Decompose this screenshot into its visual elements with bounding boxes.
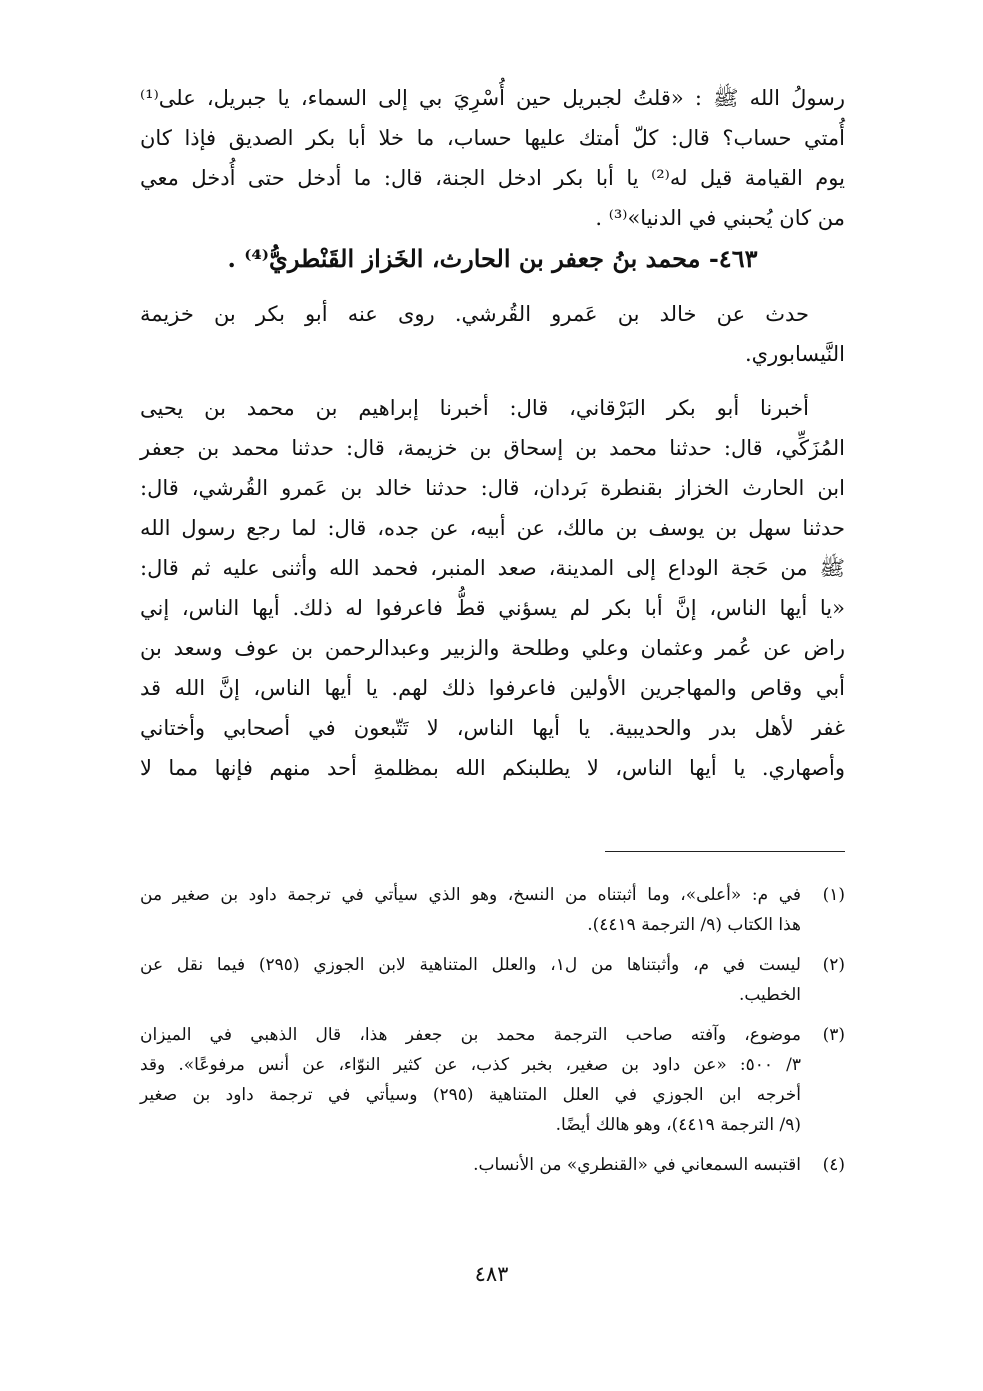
footnote-line: (٩/ الترجمة ٤٤١٩)، وهو هالك أيضًا. bbox=[555, 1115, 801, 1135]
footnote-line: ليست في م، وأثبتناها من ل١، والعلل المتناهية لابن الجوزي (٢٩٥) فيما نقل عن bbox=[140, 955, 801, 975]
text-line: أخبرنا أبو بكر البَرْقاني، قال: أخبرنا إبراهيم بن محمد بن يحيى bbox=[140, 396, 809, 420]
footnote-4 bbox=[140, 1150, 845, 1180]
footnote-line: الخطيب. bbox=[738, 985, 801, 1005]
footnote-text bbox=[140, 1020, 801, 1140]
footnotes bbox=[140, 880, 845, 1190]
footnote-text bbox=[140, 880, 801, 940]
text-line: راض عن عُمر وعثمان وعلي وطلحة والزبير وعبدالرحمن بن عوف وسعد بن bbox=[140, 636, 845, 660]
text-line: المُزَكِّي، قال: حدثنا محمد بن إسحاق بن خزيمة، قال: حدثنا محمد بن جعفر bbox=[140, 436, 845, 460]
page-number: ٤٨٣ bbox=[474, 1262, 509, 1286]
entry-paragraph-2 bbox=[140, 388, 845, 788]
intro-paragraph bbox=[140, 78, 845, 238]
text-line: حدث عن خالد بن عَمرو القُرشي. روى عنه أبو بكر بن خزيمة bbox=[140, 302, 809, 326]
footnote-line: أخرجه ابن الجوزي في العلل المتناهية (٢٩٥) وسيأتي في ترجمة داود بن صغير bbox=[140, 1085, 801, 1105]
text-line: يوم القيامة قيل له⁽²⁾ يا أبا بكر ادخل الجنة، قال: ما أدخل حتى أُدخل معي bbox=[140, 166, 845, 190]
footnote-line: في م: «أعلى»، وما أثبتناه من النسخ، وهو الذي سيأتي في ترجمة داود بن صغير من bbox=[140, 885, 801, 905]
footnote-text bbox=[140, 950, 801, 1010]
footnote-number: (١) bbox=[822, 885, 845, 905]
footnote-2 bbox=[140, 950, 845, 1010]
footnote-line: هذا الكتاب (٩/ الترجمة ٤٤١٩). bbox=[587, 915, 801, 935]
text-line: أُمتي حساب؟ قال: كلّ أمتك عليها حساب، ما خلا أبا بكر الصديق فإذا كان bbox=[140, 126, 845, 150]
entry-heading: ٤٦٣- محمد بنُ جعفر بن الحارث، الخَزاز القَنْطريُّ⁽⁴⁾ . bbox=[227, 244, 758, 273]
text-line: ﷺ من حَجة الوداع إلى المدينة، صعد المنبر، فحمد الله وأثنى عليه ثم قال: bbox=[140, 556, 845, 580]
footnote-line: ٣/ ٥٠٠: «عن داود بن صغير، بخبر كذب، عن كثير النوّاء، عن أنس مرفوعًا». وقد bbox=[140, 1055, 801, 1075]
footnote-text bbox=[140, 1150, 801, 1180]
text-line: أبي وقاص والمهاجرين الأولين فاعرفوا ذلك لهم. يا أيها الناس، إنَّ الله قد bbox=[140, 676, 845, 700]
text-line: وأصهاري. يا أيها الناس، لا يطلبنكم الله بمظلمةِ أحد منهم فإنها مما لا bbox=[140, 756, 845, 780]
text-line: ابن الحارث الخزاز بقنطرة بَردان، قال: حدثنا خالد بن عَمرو القُرشي، قال: bbox=[140, 476, 845, 500]
text-line: غفر لأهل بدر والحديبية. يا أيها الناس، لا تَتّبعون في أصحابي وأختاني bbox=[140, 716, 845, 740]
text-line: رسولُ الله ﷺ : «قلتُ لجبريل حين أُسْرِيَ بي إلى السماء، يا جبريل، على⁽¹⁾ bbox=[140, 86, 845, 110]
footnote-3 bbox=[140, 1020, 845, 1140]
footnote-number: (٢) bbox=[822, 955, 845, 975]
footnote-number: (٤) bbox=[822, 1155, 845, 1175]
text-line: من كان يُحبني في الدنيا»⁽³⁾ . bbox=[595, 206, 845, 230]
footnote-number: (٣) bbox=[822, 1025, 845, 1045]
text-line: النَّيسابوري. bbox=[745, 342, 845, 366]
text-line: حدثنا سهل بن يوسف بن مالك، عن أبيه، عن جده، قال: لما رجع رسول الله bbox=[140, 516, 845, 540]
footnote-line: اقتبسه السمعاني في «القنطري» من الأنساب. bbox=[473, 1155, 801, 1175]
text-line: «يا أيها الناس، إنَّ أبا بكر لم يسؤني قطُّ فاعرفوا له ذلك. أيها الناس، إني bbox=[140, 596, 845, 620]
page-content bbox=[140, 78, 845, 802]
entry-paragraph-1 bbox=[140, 294, 845, 374]
footnote-1 bbox=[140, 880, 845, 940]
footnote-divider bbox=[605, 851, 845, 852]
footnote-line: موضوع، وآفته صاحب الترجمة محمد بن جعفر هذا، قال الذهبي في الميزان bbox=[140, 1025, 801, 1045]
